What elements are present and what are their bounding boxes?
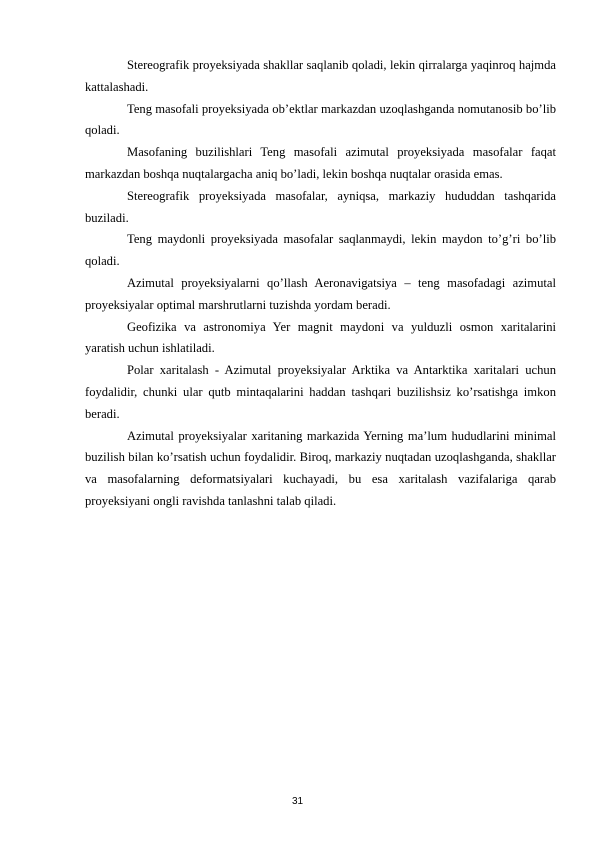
paragraph-9: Azimutal proyeksiyalar xaritaning markazida Yerning ma’lum hududlarini minimal buzilish bilan ko’rsatish uchun foydalidir. Biroq, markaziy nuqtadan uzoqlashganda, shakllar va masofalarning deformatsiyalari kuchayadi, bu esa xaritalash vazifalariga qarab proyeksiyani ongli ravishda tanlashni talab qiladi.	[85, 428, 556, 508]
paragraph-7: Geofizika va astronomiya Yer magnit maydoni va yulduzli osmon xaritalarini yaratish uchun ishlatiladi.	[85, 319, 556, 356]
paragraph-2: Teng masofali proyeksiyada ob’ektlar markazdan uzoqlashganda nomutanosib bo’lib qoladi.	[85, 101, 556, 138]
paragraph-6: Azimutal proyeksiyalarni qo’llash Aeronavigatsiya – teng masofadagi azimutal proyeksiyalar optimal marshrutlarni tuzishda yordam beradi.	[85, 275, 556, 312]
paragraph-5: Teng maydonli proyeksiyada masofalar saqlanmaydi, lekin maydon to’g’ri bo’lib qoladi.	[85, 232, 556, 269]
paragraph-8: Polar xaritalash - Azimutal proyeksiyalar Arktika va Antarktika xaritalari uchun foydalidir, chunki ular qutb mintaqalarini haddan tashqari buzilishsiz ko’rsatishga imkon beradi.	[85, 363, 556, 421]
paragraph-1: Stereografik proyeksiyada shakllar saqlanib qoladi, lekin qirralarga yaqinroq hajmda kattalashadi.	[85, 58, 556, 94]
paragraph-4: Stereografik proyeksiyada masofalar, ayniqsa, markaziy hududdan tashqarida buziladi.	[85, 188, 556, 225]
paragraph-3: Masofaning buzilishlari Teng masofali azimutal proyeksiyada masofalar faqat markazdan boshqa nuqtalargacha aniq bo’ladi, lekin boshqa nuqtalar orasida emas.	[85, 145, 556, 181]
document-body	[85, 55, 556, 513]
page-number: 31	[291, 796, 304, 807]
